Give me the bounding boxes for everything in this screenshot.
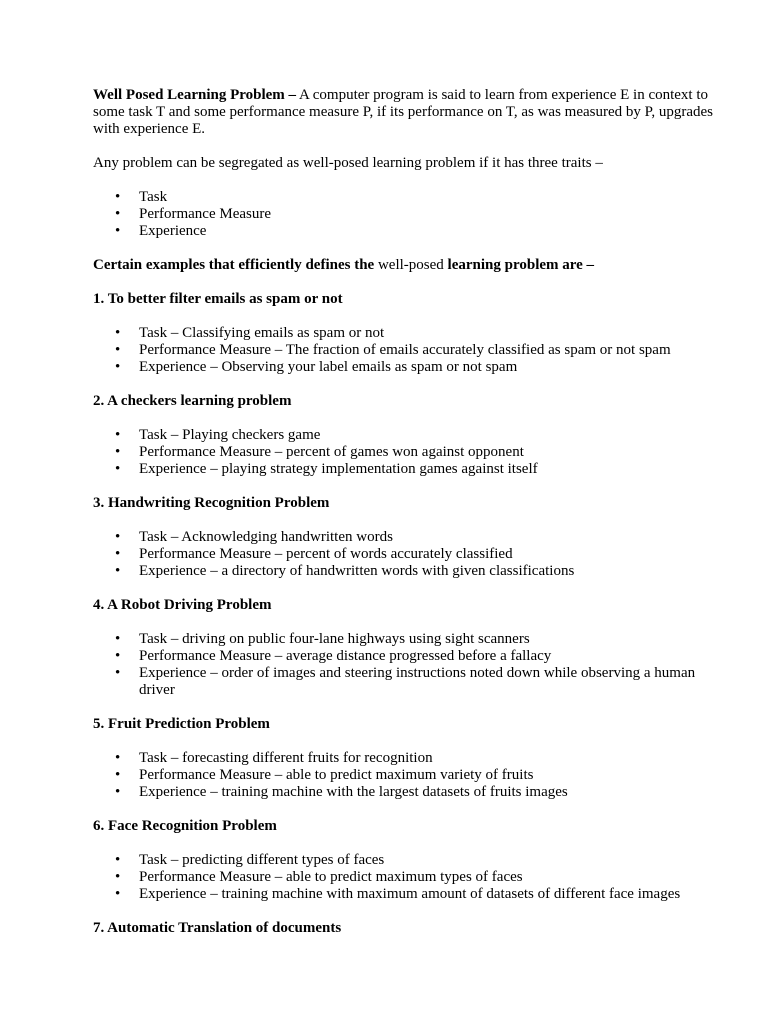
list-item: • Task – Acknowledging handwritten words <box>139 529 718 546</box>
example-list <box>93 750 718 801</box>
example-heading: 3. Handwriting Recognition Problem <box>93 495 330 511</box>
intro-bold-lead: Well Posed Learning Problem – <box>93 87 297 103</box>
example-list <box>93 852 718 903</box>
list-item: • Experience <box>139 223 718 240</box>
example-heading: 1. To better filter emails as spam or not <box>93 291 343 307</box>
intro-text: A computer program is said to learn from experience E in context to some task T and some performance measure P, if its performance on T, as was measured by P, upgrades with experience E. <box>93 87 713 137</box>
examples-title-bold-a: Certain examples that efficiently defines the <box>93 257 375 273</box>
example-heading: 5. Fruit Prediction Problem <box>93 716 270 732</box>
list-item: • Task – Playing checkers game <box>139 427 718 444</box>
list-item: • Performance Measure – percent of games won against opponent <box>139 444 718 461</box>
example-list <box>93 529 718 580</box>
list-item: • Experience – a directory of handwritten words with given classifications <box>139 563 718 580</box>
list-item: • Performance Measure – The fraction of emails accurately classified as spam or not spam <box>139 342 718 359</box>
list-item: • Task – Classifying emails as spam or not <box>139 325 718 342</box>
example-list <box>93 631 718 699</box>
list-item: • Experience – playing strategy implementation games against itself <box>139 461 718 478</box>
example-list <box>93 427 718 478</box>
example-list <box>93 325 718 376</box>
list-item: • Experience – order of images and steering instructions noted down while observing a human driver <box>139 665 718 699</box>
list-item: • Performance Measure – average distance progressed before a fallacy <box>139 648 718 665</box>
examples-title-bold-b: learning problem are – <box>447 257 595 273</box>
traits-intro: Any problem can be segregated as well-posed learning problem if it has three traits – <box>93 155 603 171</box>
list-item: • Experience – training machine with maximum amount of datasets of different face images <box>139 886 718 903</box>
example-heading: 6. Face Recognition Problem <box>93 818 277 834</box>
list-item: • Performance Measure <box>139 206 718 223</box>
example-heading: 7. Automatic Translation of documents <box>93 920 342 936</box>
intro-paragraph <box>93 87 718 138</box>
examples-title <box>93 257 718 274</box>
list-item: • Experience – training machine with the largest datasets of fruits images <box>139 784 718 801</box>
list-item: • Experience – Observing your label emails as spam or not spam <box>139 359 718 376</box>
list-item: • Task – predicting different types of faces <box>139 852 718 869</box>
list-item: • Performance Measure – percent of words accurately classified <box>139 546 718 563</box>
examples-title-plain: well-posed <box>374 257 448 273</box>
example-heading: 2. A checkers learning problem <box>93 393 292 409</box>
traits-list <box>93 189 718 240</box>
example-heading: 4. A Robot Driving Problem <box>93 597 272 613</box>
list-item: • Task <box>139 189 718 206</box>
list-item: • Performance Measure – able to predict maximum types of faces <box>139 869 718 886</box>
list-item: • Performance Measure – able to predict maximum variety of fruits <box>139 767 718 784</box>
list-item: • Task – driving on public four-lane highways using sight scanners <box>139 631 718 648</box>
list-item: • Task – forecasting different fruits for recognition <box>139 750 718 767</box>
